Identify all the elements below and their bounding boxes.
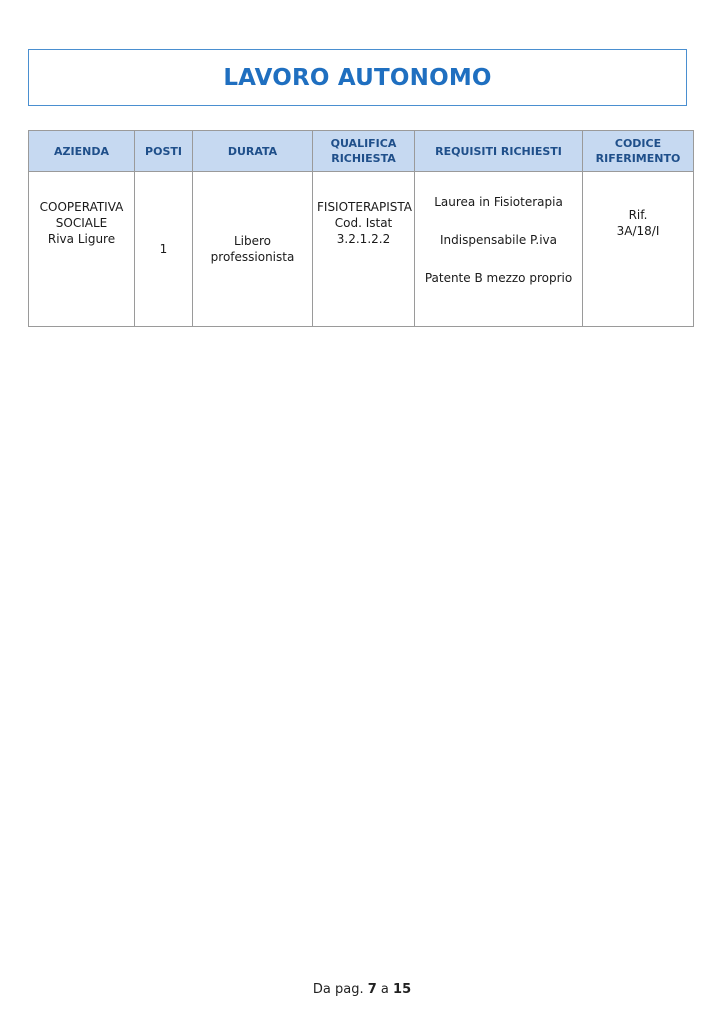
durata-line: professionista <box>210 250 295 264</box>
cell-codice <box>583 172 694 327</box>
codice-line: 3A/18/I <box>616 224 660 238</box>
footer-page-number: 7 <box>367 982 377 997</box>
footer-total-pages: 15 <box>393 982 412 997</box>
posti-value: 1 <box>159 242 168 256</box>
page-title: LAVORO AUTONOMO <box>223 64 492 91</box>
requisito-item: Patente B mezzo proprio <box>424 271 573 285</box>
azienda-line: Riva Ligure <box>47 232 116 246</box>
cell-durata <box>193 172 313 327</box>
durata-line: Libero <box>233 234 272 248</box>
cell-qualifica <box>313 172 415 327</box>
azienda-line: COOPERATIVA <box>39 200 124 214</box>
qualifica-line: 3.2.1.2.2 <box>336 232 391 246</box>
qualifica-line: Cod. Istat <box>334 216 393 230</box>
cell-requisiti <box>415 172 583 327</box>
azienda-line: SOCIALE <box>55 216 108 230</box>
footer-separator: a <box>380 982 389 997</box>
job-offers-table <box>28 130 694 327</box>
header-durata: DURATA <box>193 131 313 172</box>
header-requisiti: REQUISITI RICHIESTI <box>415 131 583 172</box>
header-codice: CODICE RIFERIMENTO <box>583 131 694 172</box>
header-qualifica: QUALIFICA RICHIESTA <box>313 131 415 172</box>
table-header-row <box>29 131 694 172</box>
cell-azienda <box>29 172 135 327</box>
header-posti: POSTI <box>135 131 193 172</box>
cell-posti <box>135 172 193 327</box>
qualifica-line: FISIOTERAPISTA <box>317 200 413 214</box>
table-row <box>29 172 694 327</box>
footer-prefix: Da pag. <box>312 982 364 997</box>
header-azienda: AZIENDA <box>29 131 135 172</box>
page-footer <box>0 982 724 997</box>
codice-line: Rif. <box>628 208 648 222</box>
requisito-item: Indispensabile P.iva <box>439 233 557 247</box>
title-box <box>28 49 687 106</box>
requisito-item: Laurea in Fisioterapia <box>434 195 563 209</box>
